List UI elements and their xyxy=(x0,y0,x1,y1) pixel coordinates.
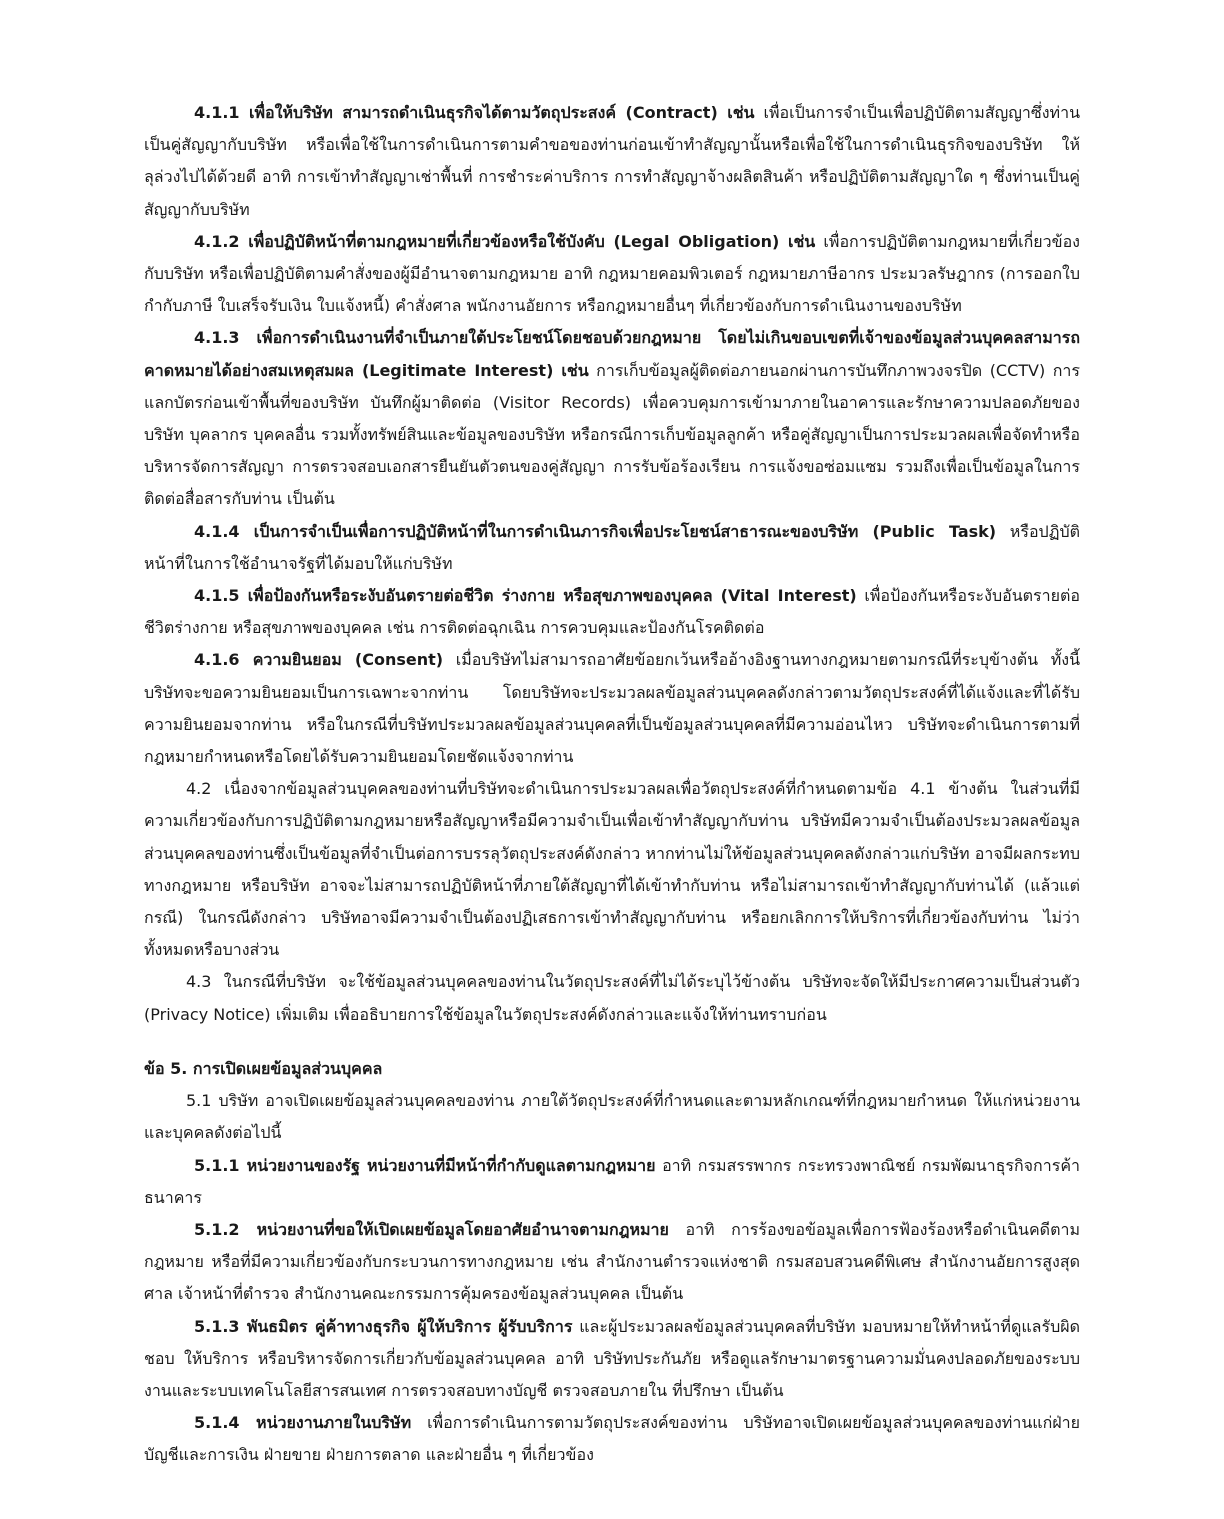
paragraph-body: หรือปฏิบัติหน้าที่ในการใช้อำนาจรัฐที่ได้มอบให้แก่บริษัท xyxy=(144,521,1080,573)
paragraph-4-1-1 xyxy=(144,97,1080,226)
paragraph-4-1-4 xyxy=(144,516,1080,580)
paragraph-5-1-2 xyxy=(144,1214,1080,1311)
paragraph-bold-lead: 5.1.4 หน่วยงานภายในบริษัท xyxy=(194,1413,412,1433)
paragraph-4-1-5 xyxy=(144,580,1080,644)
paragraph-bold-lead: 4.1.1 เพื่อให้บริษัท สามารถดำเนินธุรกิจได้ตามวัตถุประสงค์ (Contract) เช่น xyxy=(194,103,755,122)
paragraph-body: อาทิ กรมสรรพากร กระทรวงพาณิชย์ กรมพัฒนาธุรกิจการค้า ธนาคาร xyxy=(144,1155,1081,1207)
paragraph-4-1-3 xyxy=(144,322,1080,515)
paragraph-5-1 xyxy=(144,1085,1080,1149)
paragraph-body: อาทิ การร้องขอข้อมูลเพื่อการฟ้องร้องหรือดำเนินคดีตามกฎหมาย หรือที่มีความเกี่ยวข้องกับกระบวนการทางกฎหมาย เช่น สำนักงานตำรวจแห่งชาติ กรมสอบสวนคดีพิเศษ สำนักงานอัยการสูงสุด ศาล เจ้าหน้าที่ตำรวจ สำนักงานคณะกรรมการคุ้มครองข้อมูลส่วนบุคคล เป็นต้น xyxy=(144,1219,1080,1304)
paragraph-bold-lead: 4.1.2 เพื่อปฏิบัติหน้าที่ตามกฎหมายที่เกี่ยวข้องหรือใช้บังคับ (Legal Obligation) เช่น xyxy=(194,231,816,251)
paragraph-4-2 xyxy=(144,773,1080,966)
paragraph-bold-lead: 4.1.4 เป็นการจำเป็นเพื่อการปฏิบัติหน้าที่ในการดำเนินภารกิจเพื่อประโยชน์สาธารณะของบริษัท (Public Task) xyxy=(194,521,997,541)
paragraph-body: เพื่อการดำเนินการตามวัตถุประสงค์ของท่าน บริษัทอาจเปิดเผยข้อมูลส่วนบุคคลของท่านแก่ฝ่ายบัญชีและการเงิน ฝ่ายขาย ฝ่ายการตลาด และฝ่ายอื่น ๆ ที่เกี่ยวข้อง xyxy=(144,1413,1081,1465)
paragraph-body: เมื่อบริษัทไม่สามารถอาศัยข้อยกเว้นหรืออ้างอิงฐานทางกฎหมายตามกรณีที่ระบุข้างต้น ทั้งนี้ บริษัทจะขอความยินยอมเป็นการเฉพาะจากท่าน โดยบริษัทจะประมวลผลข้อมูลส่วนบุคคลดังกล่าวตามวัตถุประสงค์ที่ได้แจ้งและที่ได้รับความยินยอมจากท่าน หรือในกรณีที่บริษัทประมวลผลข้อมูลส่วนบุคคลที่เป็นข้อมูลส่วนบุคคลที่มีความอ่อนไหว บริษัทจะดำเนินการตามที่กฎหมายกำหนดหรือโดยได้รับความยินยอมโดยชัดแจ้งจากท่าน xyxy=(144,650,1080,767)
paragraph-body: 4.3 ในกรณีที่บริษัท จะใช้ข้อมูลส่วนบุคคลของท่านในวัตถุประสงค์ที่ไม่ได้ระบุไว้ข้างต้น บริษัทจะจัดให้มีประกาศความเป็นส่วนตัว (Privacy Notice) เพิ่มเติม เพื่ออธิบายการใช้ข้อมูลในวัตถุประสงค์ดังกล่าวและแจ้งให้ท่านทราบก่อน xyxy=(144,972,1080,1024)
paragraph-body: และผู้ประมวลผลข้อมูลส่วนบุคคลที่บริษัท มอบหมายให้ทำหน้าที่ดูแลรับผิดชอบ ให้บริการ หรือบริหารจัดการเกี่ยวกับข้อมูลส่วนบุคคล อาทิ บริษัทประกันภัย หรือดูแลรักษามาตรฐานความมั่นคงปลอดภัยของระบบงานและระบบเทคโนโลยีสารสนเทศ การตรวจสอบทางบัญชี ตรวจสอบภายใน ที่ปรึกษา เป็นต้น xyxy=(144,1316,1080,1400)
paragraph-5-1-4 xyxy=(144,1407,1080,1471)
section-5-heading: ข้อ 5. การเปิดเผยข้อมูลส่วนบุคคล xyxy=(144,1058,383,1078)
paragraph-bold-lead: 4.1.3 เพื่อการดำเนินงานที่จำเป็นภายใต้ประโยชน์โดยชอบด้วยกฎหมาย โดยไม่เกินขอบเขตที่เจ้าของข้อมูลส่วนบุคคลสามารถคาดหมายได้อย่างสมเหตุสมผล (Legitimate Interest) เช่น xyxy=(144,328,1080,380)
paragraph-body: 5.1 บริษัท อาจเปิดเผยข้อมูลส่วนบุคคลของท่าน ภายใต้วัตถุประสงค์ที่กำหนดและตามหลักเกณฑ์ที่กฎหมายกำหนด ให้แก่หน่วยงานและบุคคลดังต่อไปนี้ xyxy=(144,1091,1080,1143)
paragraph-4-1-6 xyxy=(144,644,1080,773)
paragraph-body: เพื่อการปฏิบัติตามกฎหมายที่เกี่ยวข้องกับบริษัท หรือเพื่อปฏิบัติตามคำสั่งของผู้มีอำนาจตามกฎหมาย อาทิ กฎหมายคอมพิวเตอร์ กฎหมายภาษีอากร ประมวลรัษฎากร (การออกใบกำกับภาษี ใบเสร็จรับเงิน ใบแจ้งหนี้) คำสั่งศาล พนักงานอัยการ หรือกฎหมายอื่นๆ ที่เกี่ยวข้องกับการดำเนินงานของบริษัท xyxy=(144,231,1080,316)
paragraph-5-1-3 xyxy=(144,1311,1080,1408)
paragraph-bold-lead: 5.1.1 หน่วยงานของรัฐ หน่วยงานที่มีหน้าที่กำกับดูแลตามกฎหมาย xyxy=(194,1155,656,1175)
paragraph-5-1-1 xyxy=(144,1150,1080,1214)
paragraph-body: เพื่อเป็นการจำเป็นเพื่อปฏิบัติตามสัญญาซึ่งท่านเป็นคู่สัญญากับบริษัท หรือเพื่อใช้ในการดำเนินการตามคำขอของท่านก่อนเข้าทำสัญญานั้นหรือเพื่อใช้ในการดำเนินธุรกิจของบริษัท ให้ลุล่วงไปได้ด้วยดี อาทิ การเข้าทำสัญญาเช่าพื้นที่ การชำระค่าบริการ การทำสัญญาจ้างผลิตสินค้า หรือปฏิบัติตามสัญญาใด ๆ ซึ่งท่านเป็นคู่สัญญากับบริษัท xyxy=(144,103,1081,219)
paragraph-body: 4.2 เนื่องจากข้อมูลส่วนบุคคลของท่านที่บริษัทจะดำเนินการประมวลผลเพื่อวัตถุประสงค์ที่กำหนดตามข้อ 4.1 ข้างต้น ในส่วนที่มีความเกี่ยวข้องกับการปฏิบัติตามกฎหมายหรือสัญญาหรือมีความจำเป็นเพื่อเข้าทำสัญญากับท่าน บริษัทมีความจำเป็นต้องประมวลผลข้อมูลส่วนบุคคลของท่านซึ่งเป็นข้อมูลที่จำเป็นต่อการบรรลุวัตถุประสงค์ดังกล่าว หากท่านไม่ให้ข้อมูลส่วนบุคคลดังกล่าวแก่บริษัท อาจมีผลกระทบทางกฎหมาย หรือบริษัท อาจจะไม่สามารถปฏิบัติหน้าที่ภายใต้สัญญาที่ได้เข้าทำกับท่าน หรือไม่สามารถเข้าทำสัญญากับท่านได้ (แล้วแต่กรณี) ในกรณีดังกล่าว บริษัทอาจมีความจำเป็นต้องปฏิเสธการเข้าทำสัญญากับท่าน หรือยกเลิกการให้บริการที่เกี่ยวข้องกับท่าน ไม่ว่าทั้งหมดหรือบางส่วน xyxy=(144,779,1080,960)
paragraph-4-1-2 xyxy=(144,226,1080,323)
paragraph-body: การเก็บข้อมูลผู้ติดต่อภายนอกผ่านการบันทึกภาพวงจรปิด (CCTV) การแลกบัตรก่อนเข้าพื้นที่ของบริษัท บันทึกผู้มาติดต่อ (Visitor Records) เพื่อควบคุมการเข้ามาภายในอาคารและรักษาความปลอดภัยของบริษัท บุคลากร บุคคลอื่น รวมทั้งทรัพย์สินและข้อมูลของบริษัท หรือกรณีการเก็บข้อมูลลูกค้า หรือคู่สัญญาเป็นการประมวลผลเพื่อจัดทำหรือบริหารจัดการสัญญา การตรวจสอบเอกสารยืนยันตัวตนของคู่สัญญา การรับข้อร้องเรียน การแจ้งขอซ่อมแซม รวมถึงเพื่อเป็นข้อมูลในการติดต่อสื่อสารกับท่าน เป็นต้น xyxy=(144,360,1080,509)
paragraph-body: เพื่อป้องกันหรือระงับอันตรายต่อชีวิตร่างกาย หรือสุขภาพของบุคคล เช่น การติดต่อฉุกเฉิน การควบคุมและป้องกันโรคติดต่อ xyxy=(144,586,1080,638)
paragraph-bold-lead: 5.1.2 หน่วยงานที่ขอให้เปิดเผยข้อมูลโดยอาศัยอำนาจตามกฎหมาย xyxy=(194,1219,669,1239)
paragraph-bold-lead: 5.1.3 พันธมิตร คู่ค้าทางธุรกิจ ผู้ให้บริการ ผู้รับบริการ xyxy=(194,1316,573,1336)
paragraph-4-3 xyxy=(144,966,1080,1030)
paragraph-bold-lead: 4.1.6 ความยินยอม (Consent) xyxy=(194,650,444,670)
paragraph-bold-lead: 4.1.5 เพื่อป้องกันหรือระงับอันตรายต่อชีวิต ร่างกาย หรือสุขภาพของบุคคล (Vital Interest) xyxy=(194,586,857,606)
